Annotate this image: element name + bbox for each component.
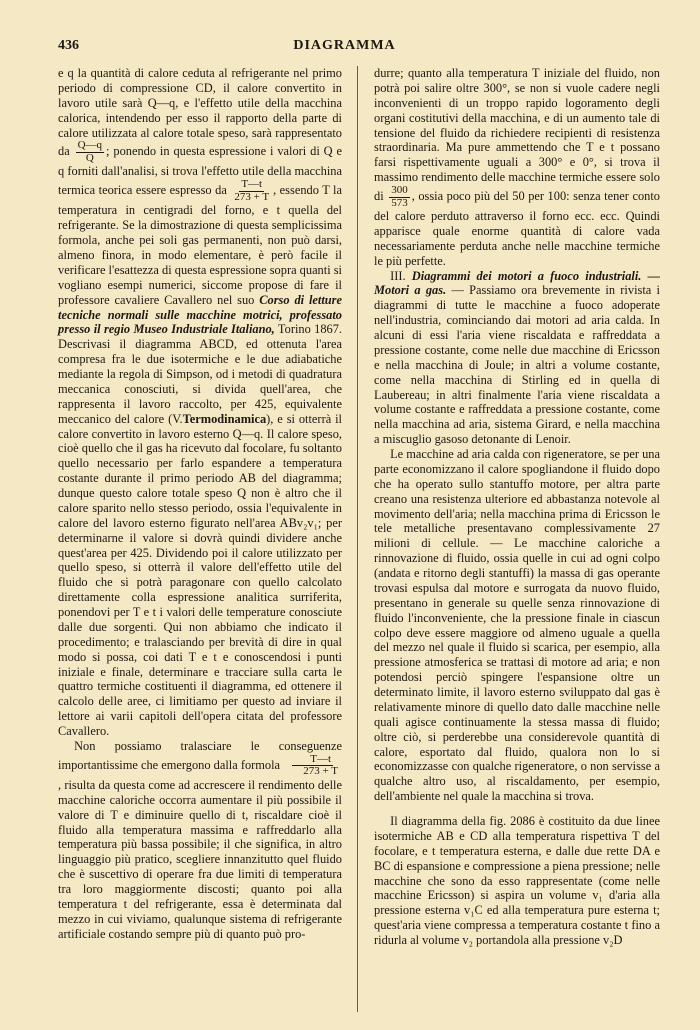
- right-column: [374, 66, 660, 948]
- fraction: [76, 140, 104, 164]
- paragraph: [374, 66, 660, 269]
- cross-reference: Termodinamica: [182, 411, 267, 426]
- section-number: III.: [390, 268, 406, 283]
- section-heading: Diagrammi dei motori a fuoco industriali. — Motori a gas.: [374, 268, 660, 298]
- page-header: [58, 38, 658, 60]
- text-run: ), e si otterrà il calore convertito in lavoro esterno Q—q. Il calore speso, cioè quello che il gas ha ricevuto dal focolare, fu soltanto quello necessario per farlo espandere a temperatura costante durante il primo periodo AB del diagramma; dunque questo calore totale speso Q non è altro che il calore sparito nello stesso periodo, ossia l'equivalente in calore del lavoro esterno figurato nell'area ABv₂v₁; per determinarne il valore si dovrà quindi dividere anche quest'area per 425. Dividendo poi il calore utilizzato per quello speso, si otterrà il valore dell'effetto utile del fluido che si potrà paragonare con quello calcolato direttamente colla espressione analitica surriferita, ponendovi per T e t i valori delle temperature conosciute dalle due sorgenti. Qui non abbiamo che indicato il procedimento; e tralasciando per brevità di dire in qual modo si possa, coi dati T e t e conoscendosi i punti iniziale e finale, determinare e tracciare sulla carta le quattro termiche costituenti il diagramma, ed ottenere il calcolo delle aree, ci limitiamo per questo ad inviare il lettore ai varii capitoli dell'opera citata del professore Cavallero.: [58, 411, 342, 739]
- fraction-numerator: Q—q: [77, 139, 103, 152]
- fraction-denominator: 273 + T: [234, 190, 270, 203]
- section-paragraph: [374, 269, 660, 448]
- text-run: durre; quanto alla temperatura T iniziale del fluido, non potrà poi salire oltre 300°, se non si vuole cadere negli inconvenienti di un troppo rapido logoramento degli organi costitutivi della macchina, e di un aumento tale di tensione del fluido da richiedere recipienti di resistenza straordinaria. Ma pure ammettendo che T e t possano farsi rispettivamente uguali a 300° e 0°, si trova il massimo rendimento delle macchine termiche essere solo di: [374, 66, 660, 203]
- text-run: ; ponendo in questa espressione i valori di Q e q forniti dall'analisi, si trova l'effetto utile della macchina termica teorica essere espresso da: [58, 144, 342, 198]
- fraction-numerator: 300: [391, 184, 408, 196]
- fraction: [232, 179, 271, 203]
- text-run: — Passiamo ora brevemente in rivista i diagrammi di tutte le macchine a fuoco adoperate nell'industria, cominciando dai motori ad aria calda. In alcuni di essi l'aria viene riscaldata e raffreddata a pressione costante, come nelle due macchine di Ericsson e nella macchina di Joule; in altri a volume costante, come nella macchina di Stirling ed in quella di Laubereau; in altri finalmente l'aria viene riscaldata a volume costante e raffreddata a pressione costante, come nella macchina ad aria, sistema Girard, e nella macchina a miscuglio gasoso detonante di Lenoir.: [374, 283, 660, 447]
- text-run: , ossia poco più del 50 per 100: senza tener conto del calore perduto attraverso il forno ecc. ecc. Quindi apparisce quale enorme quantità di calore vada necessariamente perduta anche nelle macchine termiche le più perfette.: [374, 188, 660, 268]
- text-run: Torino 1867. Descrivasi il diagramma ABCD, ed ottenuta l'area compresa fra le due isotermiche e le due adiabatiche mediante la regola di Simpson, od i metodi di quadratura meccanica conosciuti, si divida quell'area, che rappresenta il lavoro raccolto, per 425, equivalente meccanico del calore (V.: [58, 322, 343, 426]
- fraction-denominator: Q: [85, 151, 94, 164]
- paragraph: Le macchine ad aria calda con rigeneratore, se per una parte economizzano il calore spogliandone il fluido dopo che ha operato sullo stantuffo motore, per altra parte creano una resistenza ulteriore ed abbastanza notevole al movimento dell'aria; nella macchina prima di Ericsson le tele metalliche presentavano complessivamente 27 milioni di cellule. — Le macchine caloriche a rinnovazione di fluido, ossia quelle in cui ad ogni colpo (andata e ritorno degli stantuffi) la massa di gas operante trovasi espulsa dal motore e surrogata da nuovo fluido, presentano in generale su quelle senza rinnovazione di fluido l'inconveniente, che la pressione finale in ciascun colpo deve essere maggiore od almeno uguale a quella del mezzo nel quale il fluido si scarica, per esempio, alla pressione atmosferica se trattasi di motore ad aria; e non potendosi perciò spingere l'espansione oltre un determinato limite, il lavoro esterno sviluppato dal gas è relativamente minore di quello dato dalle macchine nelle quali agisce continuamente la stessa massa di fluido; oltre ciò, si perderebbe una considerevole quantità di calore, esportato dal fluido, qualora non lo si economizzasse con qualche rigeneratore, o non servisse a qualche altro uso, al riscaldamento, per esempio, dell'ambiente nel quale la macchina si trova.: [374, 447, 660, 804]
- paragraph: [58, 739, 342, 942]
- page-number: 436: [58, 38, 79, 53]
- book-title: Corso di letture tecniche normali sulle macchine motrici, professato presso il regio Museo Industriale Italiano,: [58, 292, 343, 337]
- fraction: [389, 185, 410, 209]
- text-run: , risulta da questa come ad accrescere il rendimento delle macchine caloriche occorra aumentare il più possibile il valore di T e diminuire quello di t, riscaldare cioè il fluido alla temperatura massima e raffreddarlo alla temperatura più bassa possibile; il che significa, in altro linguaggio più pratico, scegliere innanzitutto quel fluido che è suscettivo di operare fra due limiti di temperatura tra loro maggiormente discosti; quanto poi alla temperatura t del refrigerante, essa è determinata dal mezzo in cui viviamo, qualunque sistema di refrigerante artificiale costando sempre più di quanto può pro-: [58, 777, 342, 941]
- text-run: e q la quantità di calore ceduta al refrigerante nel primo periodo di compressione CD, il calore convertito in lavoro utile sarà Q—q, e l'effetto utile della macchina calorica, intendendo per esso il rapporto della parte di calore utilizzata al calore totale speso, sarà rappresentato da: [58, 66, 342, 159]
- text-run: , essendo T la temperatura in centigradi del forno, e t quella del refrigerante. Se la dimostrazione di questa semplicissima formola, anche pei soli gas permanenti, non può darsi, almeno finora, in modo elementare, è però facile il verificare l'esattezza di questa espressione sopra quanti si vogliano esempi numerici, siccome propose di fare il professore cavaliere Cavallero nel suo: [58, 183, 343, 307]
- fraction-denominator: 573: [391, 196, 408, 209]
- fraction-numerator: T—t: [292, 754, 333, 767]
- running-title: DIAGRAMMA: [293, 38, 396, 53]
- fraction: [285, 754, 340, 778]
- fraction-denominator: 273 + T: [303, 765, 339, 778]
- left-column: [58, 66, 342, 942]
- paragraph: Il diagramma della fig. 2086 è costituito da due linee isotermiche AB e CD alla temperatura rispettiva T del focolare, e t temperatura esterna, e dalle due rette DA e BC di espansione e compressione a piena pressione; nelle macchine che sono da esso rappresentate (come nelle macchine Ericsson) si aspira un volume v₁ d'aria alla pressione esterna v₁C ed alla temperatura pure esterna t; quest'aria viene compressa a temperatura costante t fino a ridurla al volume v₂ portandola alla pressione v₂D: [374, 814, 660, 948]
- text-run: Non possiamo tralasciare le conseguenze importantissime che emergono dalla formola: [58, 738, 342, 772]
- paragraph: [58, 66, 342, 739]
- fraction-numerator: T—t: [241, 178, 263, 191]
- column-divider: [357, 66, 358, 1012]
